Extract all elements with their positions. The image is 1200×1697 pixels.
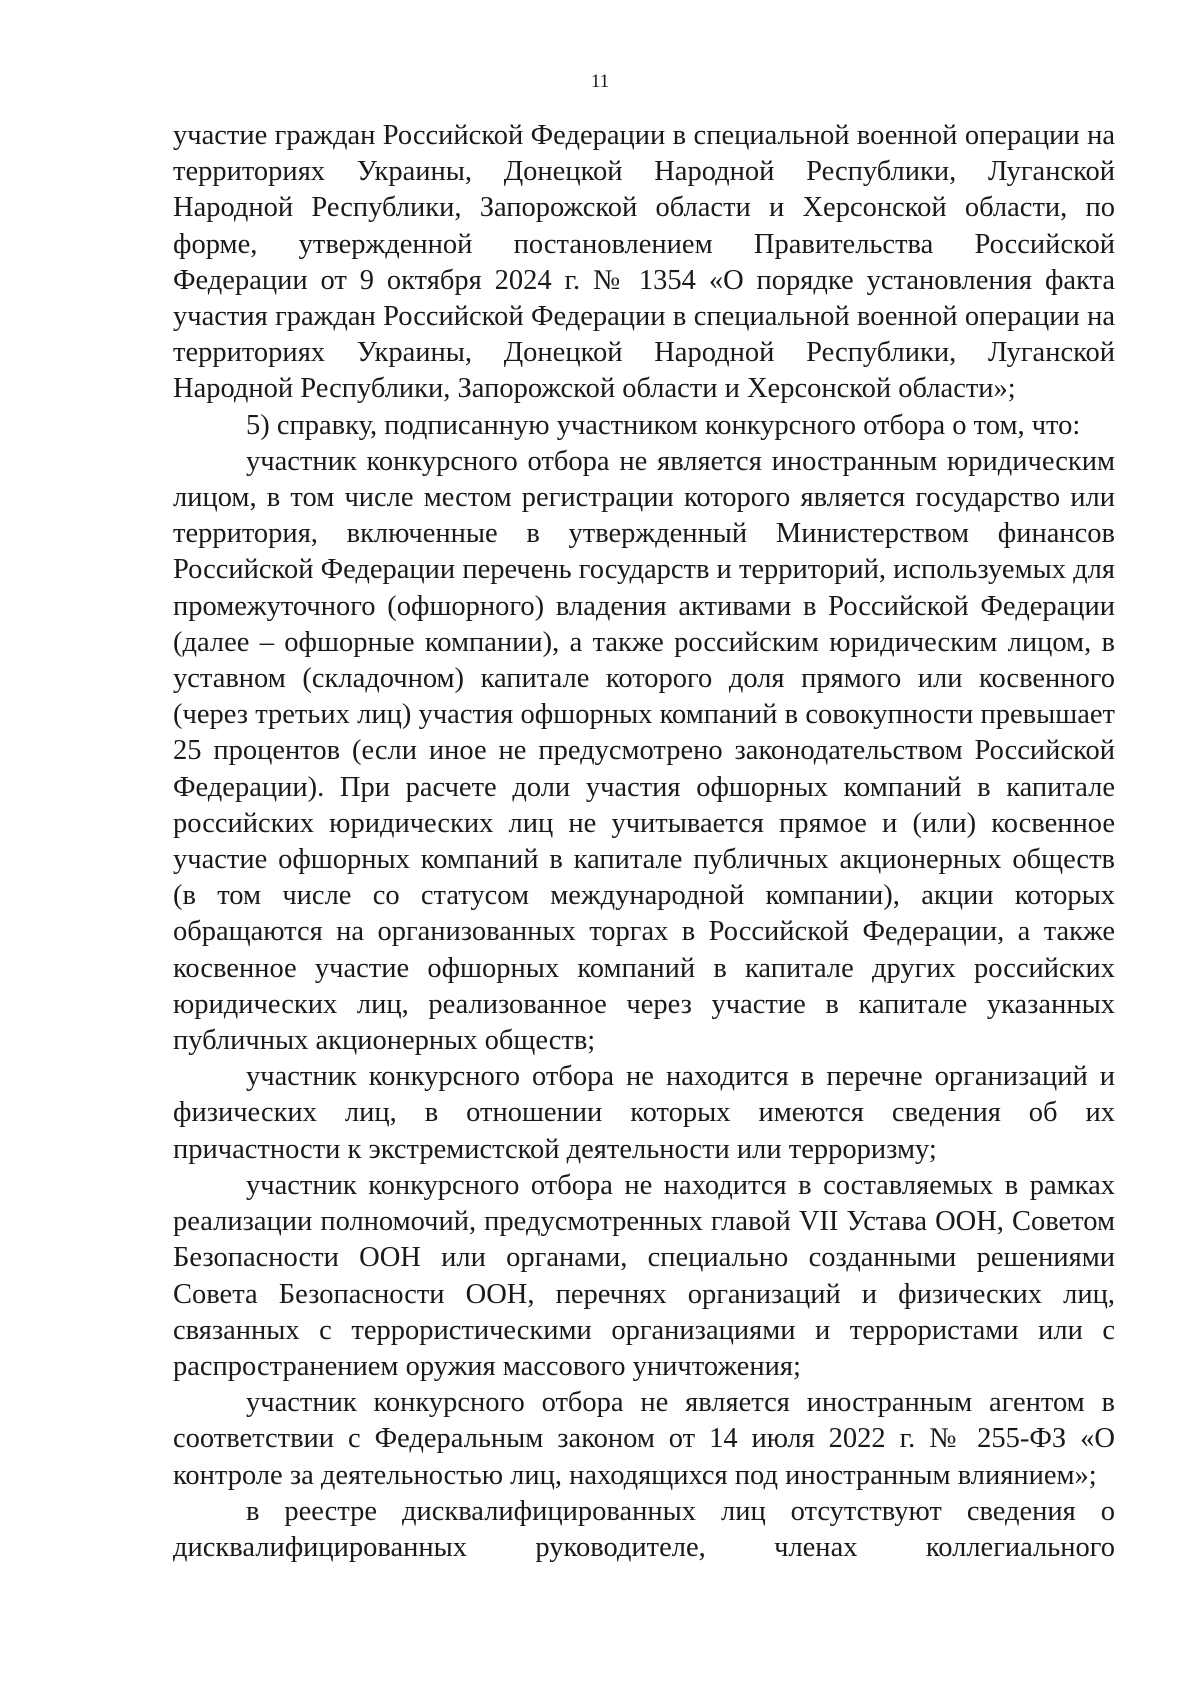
paragraph-item-5: 5) справку, подписанную участником конкурсного отбора о том, что: bbox=[246, 409, 1081, 441]
paragraph-un-lists: участник конкурсного отбора не находится в составляемых в рамках реализации полномочий, предусмотренных главой VII Устава ООН, Советом Безопасности ООН или органами, специально созданными решениями Совета Безопасности ООН, перечнях организаций и физических лиц, связанных с террористическими организациями и террористами или с распространением оружия массового уничтожения; bbox=[173, 1169, 1115, 1382]
paragraph-foreign-agent: участник конкурсного отбора не является иностранным агентом в соответствии с Федеральным законом от 14 июля 2022 г. № 255-ФЗ «О контроле за деятельностью лиц, находящихся под иностранным влиянием»; bbox=[173, 1387, 1115, 1491]
paragraph-disqualified-registry: в реестре дисквалифицированных лиц отсутствуют сведения о дисквалифицированных руководителе, членах коллегиального bbox=[173, 1495, 1115, 1563]
paragraph-continuation-svo: участие граждан Российской Федерации в специальной военной операции на территориях Украины, Донецкой Народной Республики, Луганской Народной Республики, Запорожской области и Херсонской области, по форме, утвержденной постановлением Правительства Российской Федерации от 9 октября 2024 г. № 1354 «О порядке установления факта участия граждан Российской Федерации в специальной военной операции на территориях Украины, Донецкой Народной Республики, Луганской Народной Республики, Запорожской области и Херсонской области»; bbox=[173, 120, 1115, 405]
paragraph-extremism: участник конкурсного отбора не находится в перечне организаций и физических лиц, в отношении которых имеются сведения об их причастности к экстремистской деятельности или терроризму; bbox=[173, 1061, 1115, 1165]
document-body bbox=[173, 118, 1115, 1566]
paragraph-offshore: участник конкурсного отбора не является иностранным юридическим лицом, в том числе местом регистрации которого является государство или территория, включенные в утвержденный Министерством финансов Российской Федерации перечень государств и территорий, используемых для промежуточного (офшорного) владения активами в Российской Федерации (далее – офшорные компании), а также российским юридическим лицом, в уставном (складочном) капитале которого доля прямого или косвенного (через третьих лиц) участия офшорных компаний в совокупности превышает 25 процентов (если иное не предусмотрено законодательством Российской Федерации). При расчете доли участия офшорных компаний в капитале российских юридических лиц не учитывается прямое и (или) косвенное участие офшорных компаний в капитале публичных акционерных обществ (в том числе со статусом международной компании), акции которых обращаются на организованных торгах в Российской Федерации, а также косвенное участие офшорных компаний в капитале других российских юридических лиц, реализованное через участие в капитале указанных публичных акционерных обществ; bbox=[173, 445, 1115, 1057]
page-number: 11 bbox=[590, 71, 610, 92]
